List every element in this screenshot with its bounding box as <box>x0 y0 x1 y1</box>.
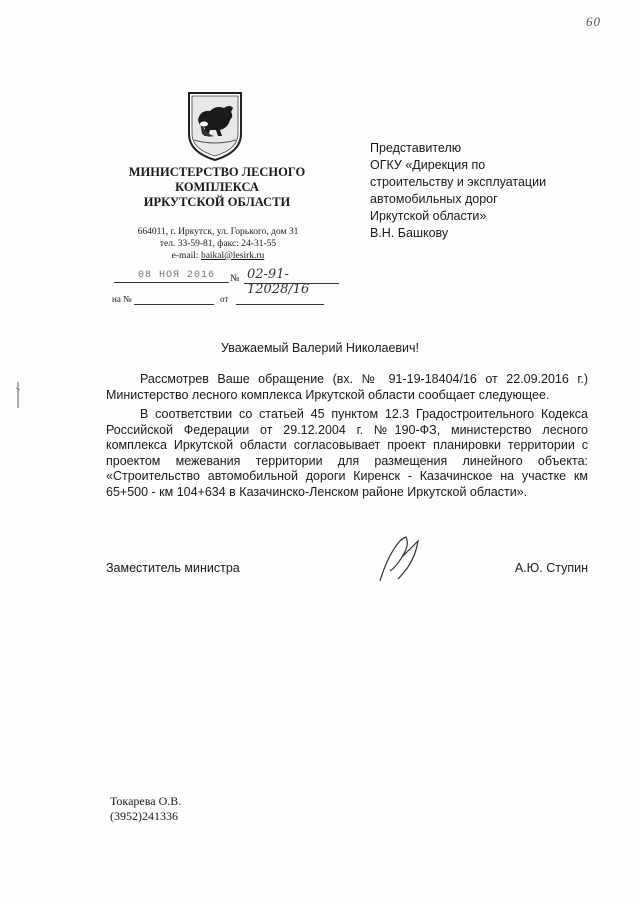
ministry-name-line-2: КОМПЛЕКСА <box>175 180 259 194</box>
date-underline <box>114 282 229 283</box>
signatory-name: А.Ю. Ступин <box>514 561 588 575</box>
executor-phone: (3952)241336 <box>110 809 178 823</box>
recipient-block <box>370 140 600 242</box>
registration-number: 02-91-12028/16 <box>247 267 310 297</box>
ministry-phones: тел. 33-59-81, факс: 24-31-55 <box>159 239 277 249</box>
ministry-name-line-3: ИРКУТСКОЙ ОБЛАСТИ <box>143 195 291 209</box>
registration-line <box>114 266 339 297</box>
reference-label: на № <box>112 294 132 304</box>
body-paragraph-2: В соответствии со статьей 45 пунктом 12.3 Градостроительного Кодекса Российской Федерации от 29.12.2004 г. №190-ФЗ, министерство лесного комплекса Иркутской области согласовывает проект планировки территории с проектом межевания территории для размещения линейного объекта: «Строительство автомобильной дороги Киренск - Казачинское на участке км 65+500 - км 104+634 в Казачинско-Ленском районе Иркутской области». <box>106 407 588 499</box>
salutation: Уважаемый Валерий Николаевич! <box>220 341 420 355</box>
recipient-line: строительству и эксплуатации <box>370 175 547 189</box>
ministry-name-line-1: МИНИСТЕРСТВО ЛЕСНОГО <box>128 165 306 179</box>
executor-name: Токарева О.В. <box>110 794 182 808</box>
number-underline <box>244 283 339 284</box>
ministry-name <box>112 165 322 210</box>
reference-line <box>112 294 332 310</box>
ministry-address: 664011, г. Иркутск, ул. Горького, дом 31 <box>137 227 299 237</box>
number-label: № <box>230 273 240 284</box>
email-link[interactable]: baikal@lesirk.ru <box>200 251 265 261</box>
ministry-address-block <box>118 226 318 262</box>
recipient-line: автомобильных дорог <box>370 192 498 206</box>
ministry-email-line <box>118 250 318 262</box>
signature-block <box>106 561 588 591</box>
from-label: от <box>220 294 229 304</box>
recipient-line: Иркутской области» <box>370 209 487 223</box>
date-stamp: 08 НОЯ 2016 <box>138 270 216 281</box>
executor-block <box>110 794 260 824</box>
signatory-title: Заместитель министра <box>106 561 240 575</box>
email-label: e-mail: <box>171 251 201 261</box>
reference-underline <box>134 304 214 305</box>
page-number: 60 <box>586 14 601 29</box>
recipient-line: ОГКУ «Дирекция по <box>370 158 486 172</box>
recipient-line: В.Н. Башкову <box>370 226 449 240</box>
from-underline <box>236 304 324 305</box>
margin-mark <box>15 382 21 408</box>
letter-body <box>106 372 588 504</box>
recipient-line: Представителю <box>370 141 462 155</box>
body-paragraph-1: Рассмотрев Ваше обращение (вх. № 91-19-18404/16 от 22.09.2016 г.) Министерство лесного комплекса Иркутской области сообщает следующее. <box>106 372 588 402</box>
coat-of-arms-icon <box>186 90 244 162</box>
